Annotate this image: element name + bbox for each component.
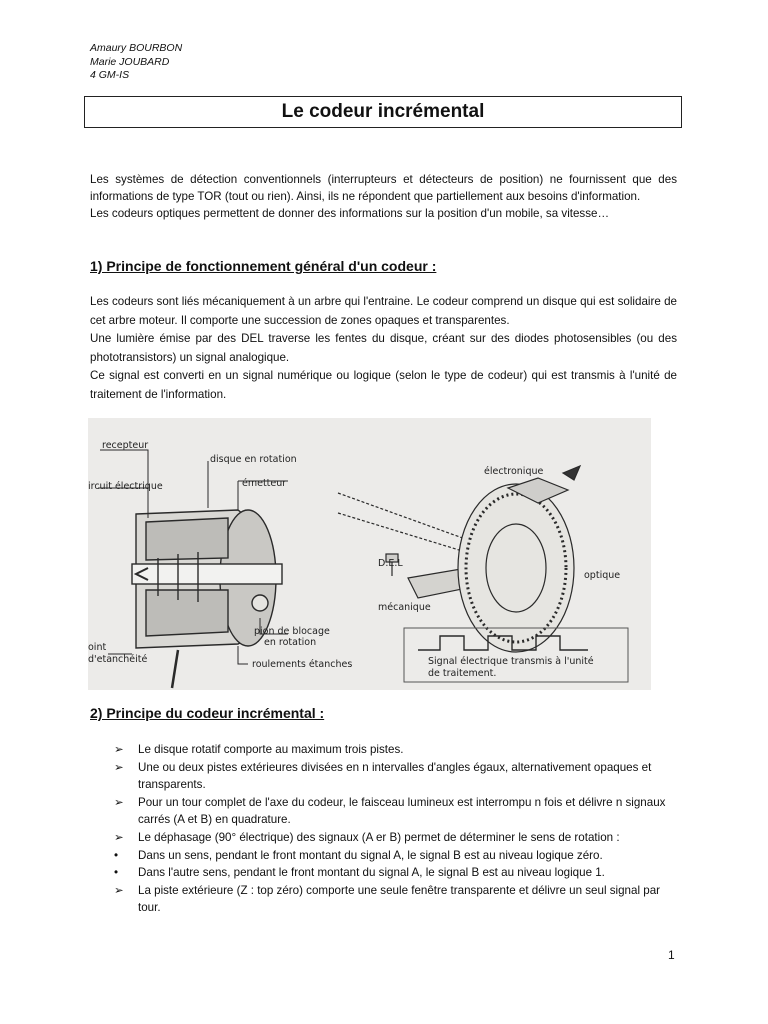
page-number: 1 [668,948,675,962]
label-pion-2: en rotation [264,637,317,648]
bullet-dot-icon: • [114,866,119,880]
bullet-arrow-icon: ➢ [114,795,124,809]
list-item-text: Pour un tour complet de l'axe du codeur, le faisceau lumineux est interrompu n fois et délivre n signaux carrés (A et B) en quadrature. [138,795,666,827]
bullet-arrow-icon: ➢ [114,743,124,756]
section1-text [90,293,677,405]
author-name-2: Marie JOUBARD [90,55,170,68]
list-item [114,741,684,759]
list-item [114,759,684,794]
list-item-text: Le déphasage (90° électrique) des signaux (A er B) permet de déterminer le sens de rotation : [138,830,620,844]
label-recepteur: recepteur [102,440,149,451]
list-item [114,847,684,865]
bullet-arrow-icon: ➢ [114,760,124,774]
list-item-text: Le disque rotatif comporte au maximum trois pistes. [138,743,404,756]
list-item [114,882,684,917]
author-block [90,42,182,83]
bullet-arrow-icon: ➢ [114,883,124,897]
label-mecanique: mécanique [378,602,431,613]
list-item [114,864,684,882]
label-disque: disque en rotation [210,454,297,465]
encoder-illustration [88,418,651,690]
label-joint-2: d'etanchéité [88,654,148,665]
bullet-dot-icon: • [114,848,119,862]
label-joint-1: oint [88,642,107,653]
label-del: D.E.L [378,558,403,569]
class-name: 4 GM-IS [90,69,130,81]
encoder-diagram [88,418,651,690]
principle-list [114,741,684,917]
bullet-arrow-icon: ➢ [114,830,124,844]
list-item [114,829,684,847]
page-title: Le codeur incrémental [281,101,485,122]
section1-paragraph-2: Une lumière émise par des DEL traverse les fentes du disque, créant sur des diodes photosensibles (ou des phototransistors) un signal analogique. [90,332,677,364]
label-circuit: ircuit électrique [88,481,163,492]
list-item-text: Dans un sens, pendant le front montant du signal A, le signal B est au niveau logique zéro. [138,848,603,862]
list-item [114,794,684,829]
author-name-1: Amaury BOURBON [90,42,183,54]
section1-heading: 1) Principe de fonctionnement général d'un codeur : [90,258,437,274]
intro-text [90,172,677,222]
label-signal-1: Signal électrique transmis à l'unité [428,656,594,667]
label-pion-1: pion de blocage [254,626,330,637]
intro-paragraph-2: Les codeurs optiques permettent de donner des informations sur la position d'un mobile, sa vitesse… [90,206,610,220]
optical-disk [338,466,580,652]
label-roulements: roulements étanches [252,659,353,670]
label-electronique: électronique [484,466,544,477]
section1-paragraph-3: Ce signal est converti en un signal numérique ou logique (selon le type de codeur) qui est transmis à l'unité de traitement de l'information. [90,369,677,401]
label-optique: optique [584,570,621,581]
intro-paragraph-1: Les systèmes de détection conventionnels (interrupteurs et détecteurs de position) ne fournissent que des informations de type TOR (tout ou rien). Ainsi, ils ne répondent que partiellement aux besoins d'information. [90,173,677,203]
title-box [84,96,682,128]
section2-heading: 2) Principe du codeur incrémental : [90,705,325,721]
label-emetteur: émetteur [242,478,287,489]
label-signal-2: de traitement. [428,668,497,679]
section1-paragraph-1: Les codeurs sont liés mécaniquement à un arbre qui l'entraine. Le codeur comprend un disque qui est solidaire de cet arbre moteur. Il comporte une succession de zones opaques et transparentes. [90,295,677,327]
list-item-text: Dans l'autre sens, pendant le front montant du signal A, le signal B est au niveau logique 1. [138,866,605,880]
list-item-text: La piste extérieure (Z : top zéro) comporte une seule fenêtre transparente et délivre un seul signal par tour. [138,883,661,915]
list-item-text: Une ou deux pistes extérieures divisées en n intervalles d'angles égaux, alternativement opaques et transparents. [138,760,652,792]
